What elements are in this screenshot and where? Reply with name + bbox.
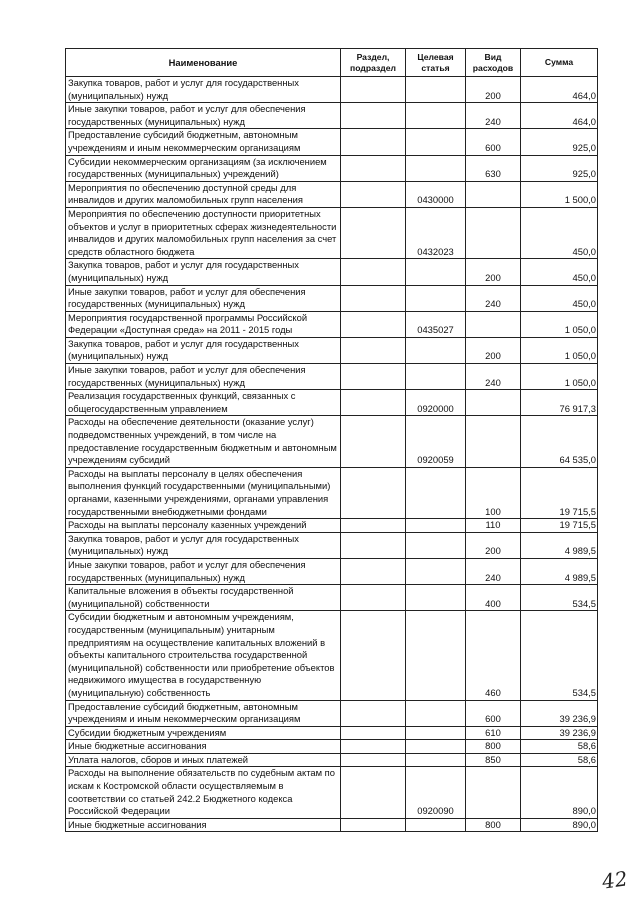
- cell-sum: 58,6: [521, 753, 598, 767]
- cell-section: [341, 700, 406, 726]
- header-target: Целевая статья: [406, 49, 466, 77]
- table-row: [66, 467, 598, 518]
- cell-section: [341, 181, 406, 207]
- cell-kind: 630: [466, 155, 521, 181]
- cell-sum: 1 050,0: [521, 364, 598, 390]
- cell-section: [341, 390, 406, 416]
- table-row: [66, 416, 598, 467]
- cell-section: [341, 467, 406, 518]
- cell-kind: 800: [466, 818, 521, 832]
- cell-name: Закупка товаров, работ и услуг для государственных (муниципальных) нужд: [66, 532, 341, 558]
- cell-target: 0920059: [406, 416, 466, 467]
- cell-sum: 450,0: [521, 207, 598, 258]
- cell-name: Иные закупки товаров, работ и услуг для обеспечения государственных (муниципальных) нужд: [66, 103, 341, 129]
- cell-sum: 58,6: [521, 740, 598, 754]
- cell-name: Иные бюджетные ассигнования: [66, 818, 341, 832]
- cell-kind: 800: [466, 740, 521, 754]
- table-row: [66, 818, 598, 832]
- cell-target: [406, 259, 466, 285]
- cell-sum: 925,0: [521, 155, 598, 181]
- cell-section: [341, 416, 406, 467]
- cell-name: Мероприятия по обеспечению доступности приоритетных объектов и услуг в приоритетных сферах жизнедеятельности инвалидов и других маломобильных групп населения за счет средств областного бюджета: [66, 207, 341, 258]
- cell-sum: 1 500,0: [521, 181, 598, 207]
- cell-sum: 534,5: [521, 611, 598, 700]
- cell-section: [341, 129, 406, 155]
- cell-section: [341, 207, 406, 258]
- cell-kind: [466, 207, 521, 258]
- cell-name: Иные закупки товаров, работ и услуг для обеспечения государственных (муниципальных) нужд: [66, 364, 341, 390]
- cell-sum: 39 236,9: [521, 726, 598, 740]
- cell-section: [341, 337, 406, 363]
- table-row: [66, 103, 598, 129]
- cell-target: [406, 700, 466, 726]
- table-row: [66, 207, 598, 258]
- cell-kind: [466, 416, 521, 467]
- header-kind: Вид расходов: [466, 49, 521, 77]
- cell-kind: 200: [466, 77, 521, 103]
- cell-kind: 200: [466, 532, 521, 558]
- cell-kind: [466, 311, 521, 337]
- cell-kind: [466, 390, 521, 416]
- cell-name: Расходы на выплаты персоналу казенных учреждений: [66, 519, 341, 533]
- cell-target: [406, 753, 466, 767]
- cell-target: [406, 585, 466, 611]
- cell-section: [341, 767, 406, 818]
- cell-section: [341, 285, 406, 311]
- cell-target: [406, 532, 466, 558]
- cell-name: Расходы на выплаты персоналу в целях обеспечения выполнения функций государственными (муниципальными) органами, казенными учреждениями, органами управления государственными внебюджетными фондами: [66, 467, 341, 518]
- cell-target: [406, 611, 466, 700]
- cell-name: Закупка товаров, работ и услуг для государственных (муниципальных) нужд: [66, 259, 341, 285]
- cell-section: [341, 103, 406, 129]
- cell-name: Расходы на обеспечение деятельности (оказание услуг) подведомственных учреждений, в том числе на предоставление государственным бюджетным и автономным учреждениям субсидий: [66, 416, 341, 467]
- cell-name: Субсидии бюджетным и автономным учреждениям, государственным (муниципальным) унитарным предприятиям на осуществление капитальных вложений в объекты капитального строительства государственной (муниципальной) собственности или приобретение объектов недвижимого имущества в государственную (муниципальную) собственность: [66, 611, 341, 700]
- cell-name: Закупка товаров, работ и услуг для государственных (муниципальных) нужд: [66, 77, 341, 103]
- table-row: [66, 767, 598, 818]
- cell-target: [406, 364, 466, 390]
- table-header-row: [66, 49, 598, 77]
- cell-name: Мероприятия государственной программы Российской Федерации «Доступная среда» на 2011 - 2015 годы: [66, 311, 341, 337]
- cell-kind: [466, 181, 521, 207]
- table-row: [66, 726, 598, 740]
- cell-section: [341, 77, 406, 103]
- cell-target: [406, 558, 466, 584]
- cell-section: [341, 818, 406, 832]
- cell-kind: 400: [466, 585, 521, 611]
- cell-sum: 76 917,3: [521, 390, 598, 416]
- cell-name: Расходы на выполнение обязательств по судебным актам по искам к Костромской области осуществляемым в соответствии со статьей 242.2 Бюджетного кодекса Российской Федерации: [66, 767, 341, 818]
- table-row: [66, 77, 598, 103]
- cell-section: [341, 726, 406, 740]
- cell-sum: 4 989,5: [521, 558, 598, 584]
- cell-target: [406, 740, 466, 754]
- cell-kind: 460: [466, 611, 521, 700]
- cell-section: [341, 558, 406, 584]
- table-row: [66, 700, 598, 726]
- cell-name: Мероприятия по обеспечению доступной среды для инвалидов и других маломобильных групп населения: [66, 181, 341, 207]
- cell-kind: 600: [466, 129, 521, 155]
- header-section: Раздел, подраздел: [341, 49, 406, 77]
- cell-name: Реализация государственных функций, связанных с общегосударственным управлением: [66, 390, 341, 416]
- cell-target: [406, 519, 466, 533]
- cell-sum: 450,0: [521, 259, 598, 285]
- cell-name: Предоставление субсидий бюджетным, автономным учреждениям и иным некоммерческим организациям: [66, 129, 341, 155]
- cell-sum: 890,0: [521, 818, 598, 832]
- cell-name: Субсидии бюджетным учреждениям: [66, 726, 341, 740]
- cell-section: [341, 259, 406, 285]
- cell-kind: 240: [466, 558, 521, 584]
- table-row: [66, 519, 598, 533]
- cell-target: [406, 285, 466, 311]
- table-row: [66, 585, 598, 611]
- cell-sum: 19 715,5: [521, 467, 598, 518]
- cell-section: [341, 611, 406, 700]
- cell-target: [406, 726, 466, 740]
- table-row: [66, 740, 598, 754]
- table-row: [66, 337, 598, 363]
- cell-name: Уплата налогов, сборов и иных платежей: [66, 753, 341, 767]
- cell-target: [406, 818, 466, 832]
- cell-section: [341, 311, 406, 337]
- cell-target: [406, 77, 466, 103]
- cell-target: 0920090: [406, 767, 466, 818]
- cell-kind: 240: [466, 364, 521, 390]
- cell-sum: 464,0: [521, 103, 598, 129]
- cell-section: [341, 155, 406, 181]
- cell-name: Иные бюджетные ассигнования: [66, 740, 341, 754]
- table-row: [66, 611, 598, 700]
- cell-target: [406, 467, 466, 518]
- cell-sum: 19 715,5: [521, 519, 598, 533]
- cell-kind: [466, 767, 521, 818]
- cell-kind: 610: [466, 726, 521, 740]
- cell-sum: 925,0: [521, 129, 598, 155]
- header-name: Наименование: [66, 49, 341, 77]
- cell-section: [341, 753, 406, 767]
- header-sum: Сумма: [521, 49, 598, 77]
- cell-section: [341, 519, 406, 533]
- cell-name: Предоставление субсидий бюджетным, автономным учреждениям и иным некоммерческим организациям: [66, 700, 341, 726]
- cell-sum: 4 989,5: [521, 532, 598, 558]
- cell-target: 0430000: [406, 181, 466, 207]
- budget-table: [65, 48, 598, 832]
- handwritten-page-number: 42: [600, 866, 629, 894]
- table-row: [66, 753, 598, 767]
- cell-name: Закупка товаров, работ и услуг для государственных (муниципальных) нужд: [66, 337, 341, 363]
- cell-kind: 240: [466, 285, 521, 311]
- cell-sum: 890,0: [521, 767, 598, 818]
- cell-target: 0432023: [406, 207, 466, 258]
- table-row: [66, 259, 598, 285]
- table-row: [66, 390, 598, 416]
- table-row: [66, 129, 598, 155]
- cell-kind: 100: [466, 467, 521, 518]
- cell-kind: 110: [466, 519, 521, 533]
- table-row: [66, 532, 598, 558]
- table-row: [66, 558, 598, 584]
- cell-sum: 39 236,9: [521, 700, 598, 726]
- cell-target: [406, 103, 466, 129]
- cell-section: [341, 740, 406, 754]
- cell-sum: 450,0: [521, 285, 598, 311]
- cell-target: [406, 155, 466, 181]
- cell-section: [341, 532, 406, 558]
- table-row: [66, 285, 598, 311]
- cell-kind: 600: [466, 700, 521, 726]
- cell-name: Иные закупки товаров, работ и услуг для обеспечения государственных (муниципальных) нужд: [66, 285, 341, 311]
- cell-sum: 464,0: [521, 77, 598, 103]
- table-row: [66, 311, 598, 337]
- cell-name: Иные закупки товаров, работ и услуг для обеспечения государственных (муниципальных) нужд: [66, 558, 341, 584]
- cell-target: 0920000: [406, 390, 466, 416]
- cell-target: [406, 129, 466, 155]
- cell-kind: 240: [466, 103, 521, 129]
- cell-kind: 200: [466, 259, 521, 285]
- cell-kind: 200: [466, 337, 521, 363]
- cell-sum: 64 535,0: [521, 416, 598, 467]
- cell-section: [341, 585, 406, 611]
- table-row: [66, 155, 598, 181]
- cell-sum: 1 050,0: [521, 337, 598, 363]
- cell-name: Субсидии некоммерческим организациям (за исключением государственных (муниципальных) учреждений): [66, 155, 341, 181]
- table-row: [66, 181, 598, 207]
- cell-section: [341, 364, 406, 390]
- cell-name: Капитальные вложения в объекты государственной (муниципальной) собственности: [66, 585, 341, 611]
- cell-kind: 850: [466, 753, 521, 767]
- cell-sum: 534,5: [521, 585, 598, 611]
- table-row: [66, 364, 598, 390]
- cell-sum: 1 050,0: [521, 311, 598, 337]
- cell-target: [406, 337, 466, 363]
- cell-target: 0435027: [406, 311, 466, 337]
